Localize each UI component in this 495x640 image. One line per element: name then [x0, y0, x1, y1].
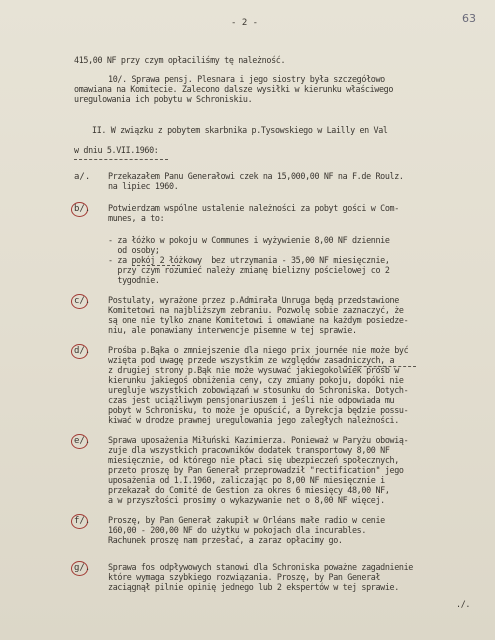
para10-line: 10/. Sprawa pensj. Plesnara i jego siostry była szczegółowo — [108, 74, 385, 84]
item-line: są one nie tylko znane Komitetowi i omawiane na każdym posiedze- — [108, 315, 409, 325]
item-line: przy czym rozumieć należy zmianę bielizny pościelowej co 2 — [108, 265, 390, 275]
item-line: uposażenia od 1.I.1960, zaliczając po 8,00 NF miesięcznie i — [108, 475, 385, 485]
item-marker: e/. — [74, 436, 91, 446]
item-line: wzięta pod uwagę przede wszystkim ze względów zasadniczych, a — [108, 355, 395, 365]
item-marker: f/. — [74, 516, 91, 526]
date-underline — [74, 159, 168, 160]
item-line: - za łóżko w pokoju w Communes i wyżywienie 8,00 NF dziennie — [108, 235, 390, 245]
item-line: niu, ale ponawiany interwencje pisemne w tej sprawie. — [108, 325, 357, 335]
item-line: Przekazałem Panu Generałowi czek na 15,000,00 NF na F.de Roulz. — [108, 171, 404, 181]
item-line: Rachunek proszę nam przesłać, a zaraz opłacimy go. — [108, 535, 343, 545]
item-line: uregluje wszystkich zobowiązań w stosunku do Schroniska. Dotych- — [108, 385, 409, 395]
item-line: kierunku jakiegoś obniżenia ceny, czy zmiany pokoju, dopóki nie — [108, 375, 404, 385]
underline-mark — [132, 265, 180, 266]
item-marker: g/. — [74, 563, 91, 573]
item-line: munes, a to: — [108, 213, 165, 223]
closing-mark: ./. — [456, 599, 471, 609]
section-date: w dniu 5.VII.1960: — [74, 145, 159, 155]
item-line: Komitetowi na najbliższym zebraniu. Pozwolę sobie zaznaczyć, że — [108, 305, 404, 315]
item-line: kiwać w drodze prawnej uregulowania jego zaległych należności. — [108, 415, 399, 425]
intro-line: 415,00 NF przy czym opłaciliśmy tę należność. — [74, 55, 286, 65]
item-line: Prośba p.Bąka o zmniejszenie dla niego prix journée nie może być — [108, 345, 409, 355]
item-marker: a/. — [74, 172, 91, 182]
item-line: od osoby; — [108, 245, 160, 255]
item-line: na lipiec 1960. — [108, 181, 179, 191]
item-line: 160,00 - 200,00 NF do użytku w pokojach dla incurables. — [108, 525, 367, 535]
item-line: zuje dla wszystkich pracowników dodatek transportowy 8,00 NF — [108, 445, 390, 455]
handwritten-folio-number: 63 — [462, 12, 476, 25]
item-line: Potwierdzam wspólne ustalenie należności za pobyt gości w Com- — [108, 203, 399, 213]
item-line: przeto proszę by Pan Generał przeprowadził "rectification" jego — [108, 465, 404, 475]
item-line: z drugiej strony p.Bąk nie może wysuwać jakiegokolwiek próśb w — [108, 365, 399, 375]
item-marker: d/. — [74, 346, 91, 356]
item-line: przekazał do Comité de Gestion za okres 6 miesięcy 48,00 NF, — [108, 485, 390, 495]
item-line: Proszę, by Pan Generał zakupił w Orléans małe radio w cenie — [108, 515, 385, 525]
item-marker: b/. — [74, 204, 91, 214]
para10-line: omawiana na Komitecie. Zalecono dalsze wysiłki w kierunku właściwego — [74, 84, 394, 94]
item-line: - za pokój 2 łóżkowy bez utrzymania - 35,00 NF miesięcznie, — [108, 255, 390, 265]
underline-mark — [344, 366, 416, 367]
item-line: Sprawa uposażenia Miłuński Kazimierza. Ponieważ w Paryżu obowią- — [108, 435, 409, 445]
item-line: Sprawa fos odpływowych stanowi dla Schroniska poważne zagadnienie — [108, 562, 413, 572]
section-heading: II. W związku z pobytem skarbnika p.Tysowskiego w Lailly en Val — [92, 125, 388, 135]
page-number: - 2 - — [231, 18, 259, 28]
item-line: które wymaga szybkiego rozwiązania. Proszę, by Pan Generał — [108, 572, 381, 582]
item-line: czas jest uciążliwym pensjonariuszem i jeśli nie odpowiada mu — [108, 395, 395, 405]
item-line: Postulaty, wyrażone przez p.Admirała Unruga będą przedstawione — [108, 295, 399, 305]
item-line: pobyt w Schronisku, to może je opuścić, a Dyrekcja będzie possu- — [108, 405, 409, 415]
para10-line: uregulowania ich pobytu w Schroniskiu. — [74, 94, 253, 104]
item-line: zaciągnął pilnie opinię jednego lub 2 ekspertów w tej sprawie. — [108, 582, 399, 592]
item-line: tygodnie. — [108, 275, 160, 285]
item-marker: c/. — [74, 296, 91, 306]
item-line: a w przyszłości prosimy o wykazywanie net o 8,00 NF więcej. — [108, 495, 385, 505]
item-line: miesięcznie, od którego nie płaci się ubezpieczeń społecznych, — [108, 455, 399, 465]
